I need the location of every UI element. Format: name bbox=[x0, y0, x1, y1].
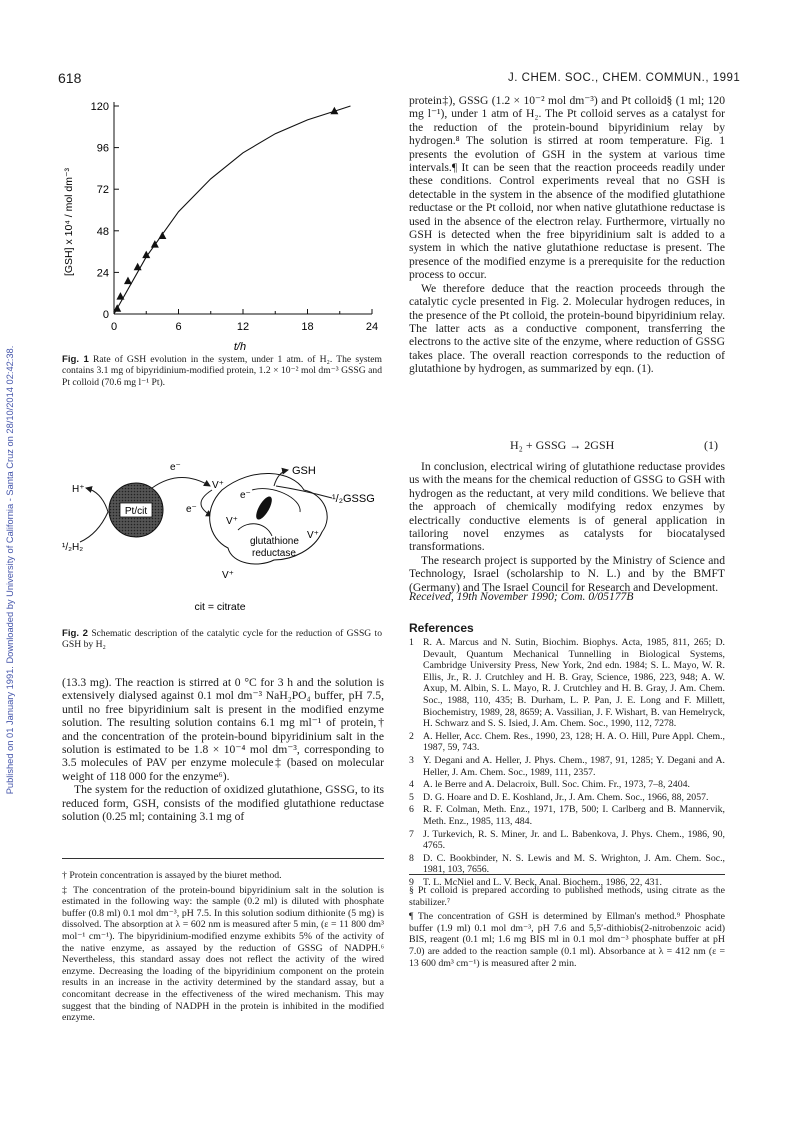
enzyme-label-line2: reductase bbox=[252, 548, 296, 559]
left-footnotes bbox=[62, 870, 384, 1027]
figure1-x-axis-label: t/h bbox=[233, 341, 247, 353]
figure2-caption-text: Schematic description of the catalytic cycle for the reduction of GSSG to GSH by H₂ bbox=[62, 628, 382, 651]
figure1-data-points bbox=[113, 107, 338, 312]
left-column-body bbox=[62, 676, 384, 823]
reference-text: A. le Berre and A. Delacroix, Bull. Soc. Chim. Fr., 1973, 7–8, 2404. bbox=[423, 779, 690, 791]
reference-item bbox=[409, 637, 725, 730]
reference-text: T. L. McNiel and L. V. Beck, Anal. Biochem., 1986, 22, 431. bbox=[423, 876, 662, 888]
y-tick-label: 0 bbox=[102, 309, 109, 321]
fit-curve-line bbox=[114, 106, 351, 314]
references-heading: References bbox=[409, 621, 474, 635]
reference-item bbox=[409, 829, 725, 852]
reference-text: R. F. Colman, Meth. Enz., 1971, 17B, 500; I. Carlberg and B. Mannervik, Meth. Enz., 1985, 113, 484. bbox=[423, 804, 725, 827]
figure1-fit-curve bbox=[114, 106, 351, 314]
figure1-x-ticks bbox=[111, 309, 378, 333]
y-tick-label: 96 bbox=[96, 142, 109, 155]
provenance-sidebar bbox=[2, 170, 18, 970]
reference-text: D. C. Bookbinder, N. S. Lewis and M. S. Wrighton, J. Am. Chem. Soc., 1981, 103, 7656. bbox=[423, 852, 725, 876]
pt-cit-label: Pt/cit bbox=[124, 506, 148, 517]
figure2-schematic bbox=[52, 460, 392, 620]
enzyme-label-line1: glutathione bbox=[250, 536, 299, 547]
journal-header: J. CHEM. SOC., CHEM. COMMUN., 1991 bbox=[508, 72, 741, 84]
x-tick-label: 18 bbox=[301, 321, 314, 333]
figure1-chart bbox=[52, 92, 392, 362]
equation-1: H₂ + GSSG → 2GSH bbox=[510, 438, 615, 452]
right-paragraph-1: protein‡), GSSG (1.2 × 10⁻² mol dm⁻³) and Pt colloid§ (1 ml; 120 mg l⁻¹), under 1 atm of H₂. The Pt colloid serves as a catalyst for the reduction of the protein-bound bipyridinium relay by hydrogen.⁸ The solution is stirred at room temperature. Fig. 1 presents the evolution of GSH in the system at various time intervals.¶ It can be seen that the reaction proceeds readily under these conditions. Control experiments reveal that no GSH is detectable in the system in the absence of the modified glutathione reductase or the Pt colloid, nor when native glutathione reductase is used in the absence of the electron relay. Furthermore, virtually no GSH is detected when the free bipyridinium salt is added to a system in which the native glutathione reductase is present. The presence of the modified enzyme is a prerequisite for the reduction process to occur. bbox=[409, 94, 725, 282]
citrate-note: cit = citrate bbox=[194, 601, 246, 613]
reference-text: J. Turkevich, R. S. Miner, Jr. and L. Babenkova, J. Phys. Chem., 1986, 90, 4765. bbox=[423, 828, 725, 852]
footnote-dagger: † Protein concentration is assayed by the biuret method. bbox=[62, 870, 282, 881]
x-tick-label: 6 bbox=[175, 321, 182, 333]
y-tick-label: 72 bbox=[96, 184, 109, 197]
reference-number: 8 bbox=[409, 852, 414, 864]
reference-text: R. A. Marcus and N. Sutin, Biochim. Biophys. Acta, 1985, 811, 265; D. Devault, Quantum Mechanical Tunnelling in Biological Systems, Cambridge University Press, New York, 2nd edn. 1984; S. L. Mayo, W. R. Ellis, Jr., R. J. Crutchley and H. B. Gray, Science, 1986, 223, 948; A. W. Axup, M. Albin, S. L. Mayo, R. J. Crutchley and H. B. Gray, J. Am. Chem. Soc., 1988, 110, 435; B. Durham, L. P. Pan, J. E. Long and F. Millett, Biochemistry, 1989, 28, 8659; A. Vassilian, J. F. Wishart, B. van Hemelryck, H. Schwarz and S. S. Isied, J. Am. Chem. Soc., 1990, 112, 7278. bbox=[423, 637, 725, 730]
figure1-axes bbox=[114, 102, 372, 314]
reference-text: A. Heller, Acc. Chem. Res., 1990, 23, 128; H. A. O. Hill, Pure Appl. Chem., 1987, 59, 743. bbox=[423, 730, 725, 754]
data-point bbox=[124, 277, 132, 285]
x-tick-label: 0 bbox=[110, 321, 118, 333]
figure1-caption bbox=[62, 354, 382, 388]
footnote-double-dagger: ‡ The concentration of the protein-bound bipyridinium salt in the solution is estimated in the following way: the sample (0.2 ml) is diluted with phosphate buffer (0.8 ml) 0.1 mol dm⁻³, pH 7.5. In this solution sodium dithionite (5 mg) is dissolved. The absorption at λ = 602 nm is measured after 5 min, (ε = 11 800 dm³ mol⁻¹ cm⁻¹). The bipyridinium-modified enzyme exhibits 5% of the activity of the native enzyme, as assayed by the reduction of GSSG of NADPH.⁶ Nevertheless, this standard assay does not reflect the activity of the wired enzyme. Decreasing the loading of the bipyridinium component on the protein results in an increase in the activity determined by the standard assay, but a concomitant decrease in the effectiveness of the wired mechanism. This may suggest that the binding of NADPH in the protein is inhibited in the modified enzyme. bbox=[62, 884, 384, 1024]
reference-item bbox=[409, 853, 725, 876]
equation-1-number: (1) bbox=[704, 438, 718, 452]
reference-number: 7 bbox=[409, 828, 414, 840]
right-column-body bbox=[409, 94, 725, 376]
gssg-label: ¹/₂GSSG bbox=[332, 493, 375, 505]
figure1-y-ticks bbox=[91, 101, 119, 321]
left-footnote-rule bbox=[62, 858, 384, 859]
figure2-caption bbox=[62, 628, 382, 651]
right-column-conclusion bbox=[409, 460, 725, 594]
hplus-label: H⁺ bbox=[72, 484, 85, 495]
reference-number: 9 bbox=[409, 876, 414, 888]
figure2-caption-label: Fig. 2 bbox=[62, 628, 88, 639]
x-tick-label: 12 bbox=[236, 321, 250, 333]
reference-item bbox=[409, 755, 725, 778]
right-footnotes bbox=[409, 885, 725, 972]
left-paragraph-2: The system for the reduction of oxidized glutathione, GSSG, to its reduced form, GSH, consists of the modified glutathione reductase solution (0.25 ml; containing 3.1 mg of bbox=[62, 783, 384, 824]
data-point bbox=[116, 292, 124, 300]
gsh-label: GSH bbox=[292, 465, 316, 477]
electron-left-label: e⁻ bbox=[186, 504, 197, 515]
data-point bbox=[142, 251, 150, 258]
figure1-y-axis-label: [GSH] x 10⁴ / mol dm⁻³ bbox=[63, 167, 75, 277]
data-point bbox=[158, 232, 166, 240]
reference-number: 5 bbox=[409, 791, 414, 803]
reference-number: 2 bbox=[409, 730, 414, 742]
left-paragraph-1: (13.3 mg). The reaction is stirred at 0 °C for 3 h and the solution is extensively dialysed against 0.1 mol dm⁻³ NaH₂PO₄ buffer, pH 7.5, until no free bipyridinium salt is present in the modified enzyme solution. The resulting solution contains 6.1 mg ml⁻¹ of protein,† and the concentration of the protein-bound bipyridinium salt in the solution is estimated to be 1.8 × 10⁻⁴ mol dm⁻³, corresponding to 3.5 molecules of PAV per enzyme molecule‡ (based on molecular weight of 118 000 for the enzyme⁶). bbox=[62, 676, 384, 783]
references-list bbox=[409, 637, 725, 889]
right-paragraph-2: We therefore deduce that the reaction proceeds through the catalytic cycle presented in Fig. 2. Molecular hydrogen reduces, in the presence of the Pt colloid, the protein-bound bipyridinium relay. The latter acts as a conductive component, transferring the electrons to the active site of the enzyme, where reduction of GSSG takes place. The overall reaction corresponds to the reduction of glutathione by hydrogen, as summarized by eqn. (1). bbox=[409, 281, 725, 376]
footnote-section: § Pt colloid is prepared according to published methods, using citrate as the stabilizer.⁷ bbox=[409, 885, 725, 908]
y-tick-label: 24 bbox=[96, 267, 109, 280]
y-tick-label: 120 bbox=[90, 101, 109, 113]
electron-top-label: e⁻ bbox=[170, 462, 181, 473]
relay-mid-label: V⁺ bbox=[226, 516, 238, 527]
electron-transfer-arrow bbox=[152, 477, 210, 488]
x-tick-label: 24 bbox=[365, 321, 379, 333]
reference-number: 6 bbox=[409, 804, 414, 816]
relay-bottom-label: V⁺ bbox=[222, 570, 234, 581]
relay-right-label: V⁺ bbox=[307, 530, 319, 541]
figure1-caption-label: Fig. 1 bbox=[62, 354, 89, 365]
half-h2-label: ¹/₂H₂ bbox=[62, 542, 84, 553]
relay-top-label: V⁺ bbox=[212, 480, 224, 491]
h2-oxidation-arrow bbox=[80, 488, 108, 542]
right-paragraph-4: The research project is supported by the Ministry of Science and Technology, Israel (scholarship to N. L.) and by the BMFT (Germany) and The Israel Council for Research and Development. bbox=[409, 553, 725, 594]
reference-item bbox=[409, 804, 725, 827]
reference-text: D. G. Hoare and D. E. Koshland, Jr., J. Am. Chem. Soc., 1966, 88, 2057. bbox=[423, 791, 709, 803]
electron-mid-label: e⁻ bbox=[240, 490, 251, 501]
received-line: Received, 19th November 1990; Com. 0/05177B bbox=[409, 590, 634, 603]
right-footnote-rule bbox=[409, 874, 725, 875]
figure1-caption-text: Rate of GSH evolution in the system, under 1 atm. of H₂. The system contains 3.1 mg of bipyridinium-modified protein, 1.2 × 10⁻² mol dm⁻³ GSSG and Pt colloid (70.6 mg l⁻¹ Pt). bbox=[62, 354, 382, 388]
reference-number: 4 bbox=[409, 779, 414, 791]
reference-text: Y. Degani and A. Heller, J. Phys. Chem., 1987, 91, 1285; Y. Degani and A. Heller, J. Am. Chem. Soc., 1989, 111, 2357. bbox=[423, 754, 725, 778]
reference-item bbox=[409, 731, 725, 754]
footnote-pilcrow: ¶ The concentration of GSH is determined by Ellman's method.⁹ Phosphate buffer (1.9 ml) 0.1 mol dm⁻³, pH 7.6 and 5,5′-dithiobis(2-nitrobenzoic acid) BIS, reagent (0.1 ml; 1.6 mg BIS ml in 0.1 mol dm⁻³ phosphate buffer at pH 7.0) are added to the reaction sample (0.1 ml). Absorbance at λ = 412 nm (ε = 13 600 dm³ cm⁻¹) is measured after 2 min. bbox=[409, 911, 725, 969]
right-paragraph-3: In conclusion, electrical wiring of glutathione reductase provides us with the means for the chemical reduction of GSSG to GSH with hydrogen as the reductant, at very mild conditions. We believe that the approach of chemically modifying redox enzymes by electrically conductive elements is of general application in tailoring novel enzymes as catalysts for biocatalysed transformations. bbox=[409, 460, 725, 554]
reference-number: 1 bbox=[409, 637, 414, 648]
y-tick-label: 48 bbox=[96, 225, 109, 238]
reference-number: 3 bbox=[409, 754, 414, 766]
page-number: 618 bbox=[58, 70, 82, 86]
provenance-text: Published on 01 January 1991. Downloaded by University of California - Santa Cruz on 28/10/2014 02:42:38. bbox=[5, 345, 15, 795]
reference-item bbox=[409, 792, 725, 804]
reference-item bbox=[409, 779, 725, 791]
